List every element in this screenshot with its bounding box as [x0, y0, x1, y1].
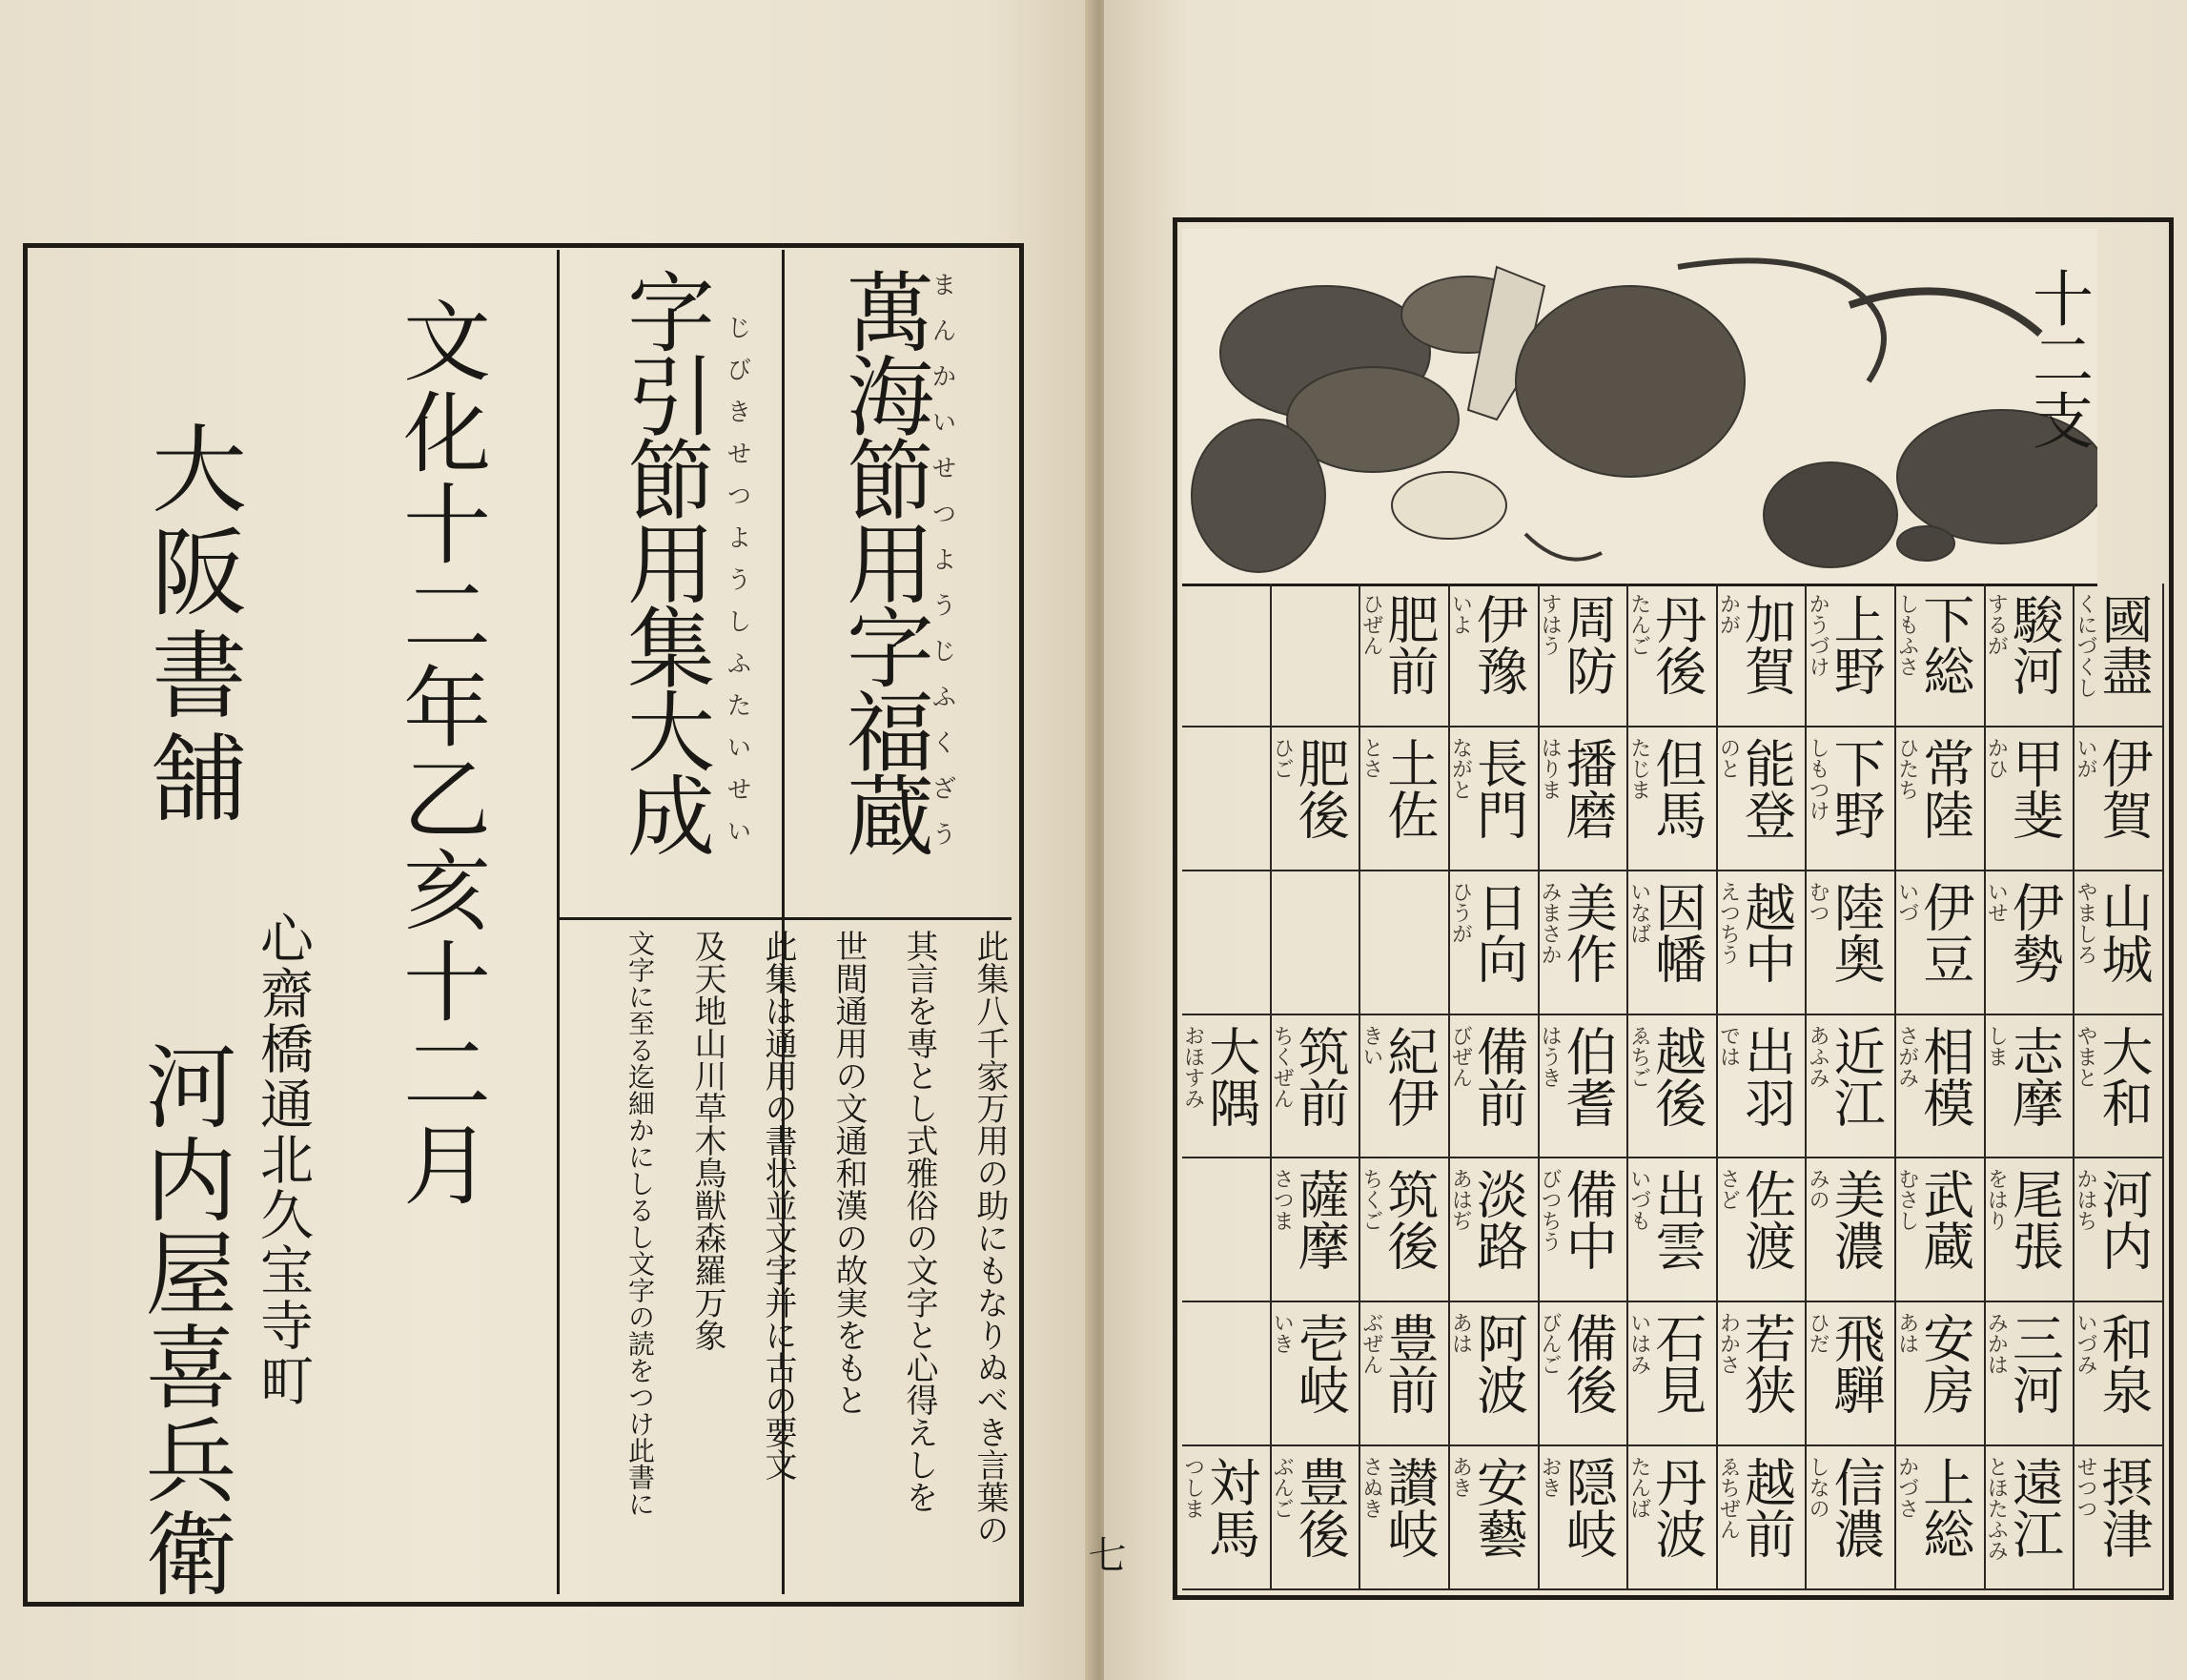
province-name: 豊後: [1290, 1456, 1351, 1560]
province-cell: [2075, 584, 2164, 727]
page-number: 七: [1082, 1535, 1126, 1573]
province-name: 但馬: [1646, 736, 1707, 840]
province-name: 肥前: [1379, 593, 1440, 696]
province-name: 壱岐: [1290, 1312, 1351, 1416]
province-reading: いづも: [1626, 1168, 1651, 1232]
province-reading: いが: [2073, 736, 2097, 779]
province-name: 石見: [1646, 1312, 1707, 1416]
publisher-label: 大阪書舗: [135, 420, 247, 831]
province-cell: [1540, 1158, 1629, 1302]
preface-top-rule: [557, 917, 1012, 920]
province-reading: しもつけ: [1806, 736, 1830, 821]
province-name: 薩摩: [1290, 1168, 1351, 1272]
province-reading: せつつ: [2073, 1456, 2097, 1520]
title-divider-left: [557, 250, 560, 1594]
province-cell: [1182, 727, 1272, 871]
province-cell: [1450, 1158, 1540, 1302]
province-reading: かうづけ: [1806, 593, 1830, 677]
province-cell: [1896, 871, 1986, 1015]
province-name: 備中: [1558, 1168, 1619, 1272]
province-name: 筑前: [1290, 1024, 1351, 1128]
main-title: 萬海節用字福蔵: [832, 267, 934, 854]
province-cell: [1718, 584, 1808, 727]
province-name: 讃岐: [1379, 1456, 1440, 1560]
province-name: 和泉: [2093, 1312, 2154, 1416]
sub-title-ruby: じびきせつようしふたいせい: [723, 315, 751, 860]
province-cell: [1986, 871, 2075, 1015]
preface-line: 此集は通用の書状並文字并に古の要文: [759, 930, 797, 1481]
province-name: 駿河: [2004, 593, 2065, 696]
province-cell: [1450, 584, 1540, 727]
province-name: 上総: [1914, 1456, 1975, 1560]
province-name: 肥後: [1290, 736, 1351, 840]
province-reading: あき: [1448, 1456, 1473, 1499]
publisher-address: 心齋橋通北久宝寺町: [252, 911, 314, 1408]
province-name: 常陸: [1914, 736, 1975, 840]
province-reading: むつ: [1806, 880, 1830, 923]
province-reading: しま: [1984, 1024, 2009, 1067]
preface-line: 世間通用の文通和漢の故実をもと: [829, 930, 868, 1416]
province-reading: ちくぜん: [1270, 1024, 1295, 1109]
province-cell: [1718, 1446, 1808, 1590]
preface-line: 及天地山川草木鳥獣森羅万象: [688, 930, 726, 1351]
province-reading: いはみ: [1626, 1312, 1651, 1376]
province-reading: やまと: [2073, 1024, 2097, 1088]
province-cell: [1628, 727, 1718, 871]
province-cell: [1896, 584, 1986, 727]
province-name: 越前: [1736, 1456, 1797, 1560]
province-name: 筑後: [1379, 1168, 1440, 1272]
province-cell: [1272, 871, 1361, 1015]
province-cell: [1360, 1302, 1450, 1446]
province-cell: [1986, 584, 2075, 727]
province-name: 陸奥: [1826, 880, 1887, 984]
province-name: 河内: [2093, 1168, 2154, 1272]
province-name: 伯耆: [1558, 1024, 1619, 1128]
province-reading: ゑちぜん: [1716, 1456, 1741, 1541]
province-reading: さぬき: [1359, 1456, 1383, 1520]
province-reading: たじま: [1626, 736, 1651, 800]
province-cell: [1718, 1302, 1808, 1446]
province-reading: びつちう: [1538, 1168, 1563, 1253]
province-cell: [1272, 1015, 1361, 1159]
province-name: 飛騨: [1826, 1312, 1887, 1416]
province-cell: [1182, 584, 1272, 727]
province-cell: [1360, 727, 1450, 871]
province-cell: [1272, 1158, 1361, 1302]
province-name: 遠江: [2004, 1456, 2065, 1560]
province-reading: たんば: [1626, 1456, 1651, 1520]
province-cell: [1807, 1302, 1896, 1446]
province-cell: [1182, 1446, 1272, 1590]
province-cell: [1718, 1015, 1808, 1159]
province-cell: [1540, 1302, 1629, 1446]
province-name: 伊勢: [2004, 880, 2065, 984]
province-name: 大和: [2093, 1024, 2154, 1128]
province-name: 加賀: [1736, 593, 1797, 696]
province-reading: おほすみ: [1180, 1024, 1205, 1109]
province-name: 出羽: [1736, 1024, 1797, 1128]
province-name: 上野: [1826, 593, 1887, 696]
sub-title: 字引節用集大成: [613, 267, 715, 854]
province-name: 甲斐: [2004, 736, 2065, 840]
province-reading: いづ: [1894, 880, 1919, 923]
province-reading: いよ: [1448, 593, 1473, 635]
province-name: 武蔵: [1914, 1168, 1975, 1272]
province-cell: [1540, 727, 1629, 871]
province-name: 尾張: [2004, 1168, 2065, 1272]
province-name: 若狭: [1736, 1312, 1797, 1416]
province-cell: [1272, 727, 1361, 871]
province-reading: あはぢ: [1448, 1168, 1473, 1232]
province-reading: ちくご: [1359, 1168, 1383, 1232]
province-name: 能登: [1736, 736, 1797, 840]
preface-line: 其言を専とし式雅俗の文字と心得えしを: [900, 930, 938, 1513]
province-cell: [2075, 1158, 2164, 1302]
province-cell: [1360, 871, 1450, 1015]
province-reading: ぶぜん: [1359, 1312, 1383, 1376]
province-name: 越中: [1736, 880, 1797, 984]
province-reading: をはり: [1984, 1168, 2009, 1232]
province-name: 山城: [2093, 880, 2154, 984]
province-reading: かづさ: [1894, 1456, 1919, 1520]
province-reading: みかは: [1984, 1312, 2009, 1376]
province-name: 備前: [1468, 1024, 1529, 1128]
province-reading: では: [1716, 1024, 1741, 1067]
province-reading: あは: [1448, 1312, 1473, 1355]
province-reading: おき: [1538, 1456, 1563, 1499]
province-cell: [1628, 1446, 1718, 1590]
province-name: 阿波: [1468, 1312, 1529, 1416]
province-cell: [1807, 871, 1896, 1015]
province-name: 下野: [1826, 736, 1887, 840]
province-reading: ぶんご: [1270, 1456, 1295, 1520]
province-cell: [1807, 584, 1896, 727]
province-name: 伊賀: [2093, 736, 2154, 840]
province-cell: [1896, 1015, 1986, 1159]
province-cell: [1360, 1015, 1450, 1159]
province-name: 國盡: [2093, 593, 2154, 696]
province-cell: [1182, 1302, 1272, 1446]
province-name: 対馬: [1200, 1456, 1261, 1560]
province-cell: [1896, 1158, 1986, 1302]
province-name: 伊豫: [1468, 593, 1529, 696]
province-reading: たんご: [1626, 593, 1651, 656]
province-cell: [1718, 871, 1808, 1015]
province-reading: さつま: [1270, 1168, 1295, 1232]
province-reading: むさし: [1894, 1168, 1919, 1232]
province-name: 隠岐: [1558, 1456, 1619, 1560]
province-cell: [1986, 1302, 2075, 1446]
province-name: 日向: [1468, 880, 1529, 984]
province-reading: いき: [1270, 1312, 1295, 1355]
province-cell: [1360, 584, 1450, 727]
province-cell: [1450, 1015, 1540, 1159]
main-title-ruby: まんかいせつようじふくざう: [928, 272, 956, 867]
province-reading: みの: [1806, 1168, 1830, 1211]
province-cell: [1450, 871, 1540, 1015]
province-reading: とほたふみ: [1984, 1456, 2009, 1562]
province-reading: びんご: [1538, 1312, 1563, 1376]
province-name: 長門: [1468, 736, 1529, 840]
province-cell: [1540, 1015, 1629, 1159]
province-reading: いせ: [1984, 880, 2009, 923]
province-name: 越後: [1646, 1024, 1707, 1128]
province-cell: [2075, 1302, 2164, 1446]
province-cell: [1986, 1015, 2075, 1159]
province-cell: [1718, 1158, 1808, 1302]
province-cell: [1718, 727, 1808, 871]
province-name: 美濃: [1826, 1168, 1887, 1272]
province-cell: [1896, 727, 1986, 871]
province-reading: ひぜん: [1359, 593, 1383, 656]
province-reading: かが: [1716, 593, 1741, 635]
province-reading: いづみ: [2073, 1312, 2097, 1376]
province-name: 近江: [1826, 1024, 1887, 1128]
province-cell: [2075, 1446, 2164, 1590]
province-cell: [1272, 1446, 1361, 1590]
province-reading: あは: [1894, 1312, 1919, 1355]
province-name: 安藝: [1468, 1456, 1529, 1560]
province-cell: [1986, 1446, 2075, 1590]
province-reading: やましろ: [2073, 880, 2097, 965]
province-name: 淡路: [1468, 1168, 1529, 1272]
province-cell: [1450, 727, 1540, 871]
zodiac-title: 十二支: [2022, 267, 2093, 450]
province-reading: すはう: [1538, 593, 1563, 656]
province-cell: [1628, 1158, 1718, 1302]
province-cell: [1628, 584, 1718, 727]
province-cell: [2075, 727, 2164, 871]
province-reading: しなの: [1806, 1456, 1830, 1520]
province-name: 美作: [1558, 880, 1619, 984]
province-cell: [1360, 1446, 1450, 1590]
province-reading: ひご: [1270, 736, 1295, 779]
province-reading: つしま: [1180, 1456, 1205, 1520]
province-reading: あふみ: [1806, 1024, 1830, 1088]
province-name: 伊豆: [1914, 880, 1975, 984]
province-reading: かひ: [1984, 736, 2009, 779]
province-name: 相模: [1914, 1024, 1975, 1128]
preface-line: 文字に至る迄細かにしるし文字の読をつけ此書に: [624, 930, 656, 1517]
province-reading: いなば: [1626, 880, 1651, 944]
province-cell: [1628, 1015, 1718, 1159]
province-cell: [1896, 1302, 1986, 1446]
province-reading: みまさか: [1538, 880, 1563, 965]
province-name: 土佐: [1379, 736, 1440, 840]
province-cell: [1986, 1158, 2075, 1302]
province-reading: ひたち: [1894, 736, 1919, 800]
province-cell: [1807, 727, 1896, 871]
province-name: 因幡: [1646, 880, 1707, 984]
province-name: 佐渡: [1736, 1168, 1797, 1272]
province-reading: ゑちご: [1626, 1024, 1651, 1088]
province-name: 紀伊: [1379, 1024, 1440, 1128]
province-reading: きい: [1359, 1024, 1383, 1067]
province-cell: [1540, 1446, 1629, 1590]
province-name: 摂津: [2093, 1456, 2154, 1560]
province-cell: [2075, 1015, 2164, 1159]
province-name: 信濃: [1826, 1456, 1887, 1560]
province-reading: ながと: [1448, 736, 1473, 800]
province-cell: [1807, 1446, 1896, 1590]
province-name: 豊前: [1379, 1312, 1440, 1416]
province-reading: えつちう: [1716, 880, 1741, 965]
province-name: 備後: [1558, 1312, 1619, 1416]
preface-block: [562, 930, 1009, 1588]
province-cell: [1360, 1158, 1450, 1302]
province-cell: [2075, 871, 2164, 1015]
province-name: 丹波: [1646, 1456, 1707, 1560]
zodiac-illustration: [1182, 229, 2097, 586]
province-cell: [1540, 584, 1629, 727]
province-reading: のと: [1716, 736, 1741, 779]
province-cell: [1182, 1158, 1272, 1302]
province-name: 安房: [1914, 1312, 1975, 1416]
province-name: 志摩: [2004, 1024, 2065, 1128]
province-reading: はりま: [1538, 736, 1563, 800]
province-grid: [1182, 584, 2164, 1590]
animals-drawing: [1182, 229, 2097, 584]
province-cell: [1450, 1446, 1540, 1590]
province-reading: くにづくし: [2073, 593, 2097, 698]
preface-line: 此集八千家万用の助にもなりぬべき言葉の: [971, 930, 1009, 1546]
province-reading: かはち: [2073, 1168, 2097, 1232]
province-cell: [1450, 1302, 1540, 1446]
province-reading: しもふさ: [1894, 593, 1919, 677]
province-reading: ひだ: [1806, 1312, 1830, 1355]
province-reading: するが: [1984, 593, 2009, 656]
province-cell: [1628, 871, 1718, 1015]
province-reading: ひうが: [1448, 880, 1473, 944]
province-name: 出雲: [1646, 1168, 1707, 1272]
province-reading: さがみ: [1894, 1024, 1919, 1088]
province-cell: [1628, 1302, 1718, 1446]
province-reading: とさ: [1359, 736, 1383, 779]
province-cell: [1986, 727, 2075, 871]
province-name: 三河: [2004, 1312, 2065, 1416]
publisher-name: 河内屋喜兵衛: [131, 1039, 237, 1600]
province-reading: びぜん: [1448, 1024, 1473, 1088]
province-cell: [1807, 1158, 1896, 1302]
province-name: 丹後: [1646, 593, 1707, 696]
province-cell: [1807, 1015, 1896, 1159]
province-name: 大隅: [1200, 1024, 1261, 1128]
province-reading: さど: [1716, 1168, 1741, 1211]
province-name: 播磨: [1558, 736, 1619, 840]
province-cell: [1272, 584, 1361, 727]
province-reading: わかさ: [1716, 1312, 1741, 1376]
province-cell: [1540, 871, 1629, 1015]
publication-date: 文化十二年乙亥十二月: [389, 296, 491, 1211]
province-reading: はうき: [1538, 1024, 1563, 1088]
province-name: 下総: [1914, 593, 1975, 696]
province-cell: [1182, 1015, 1272, 1159]
province-name: 周防: [1558, 593, 1619, 696]
right-page: [1082, 0, 2187, 1680]
province-cell: [1896, 1446, 1986, 1590]
province-cell: [1182, 871, 1272, 1015]
province-cell: [1272, 1302, 1361, 1446]
